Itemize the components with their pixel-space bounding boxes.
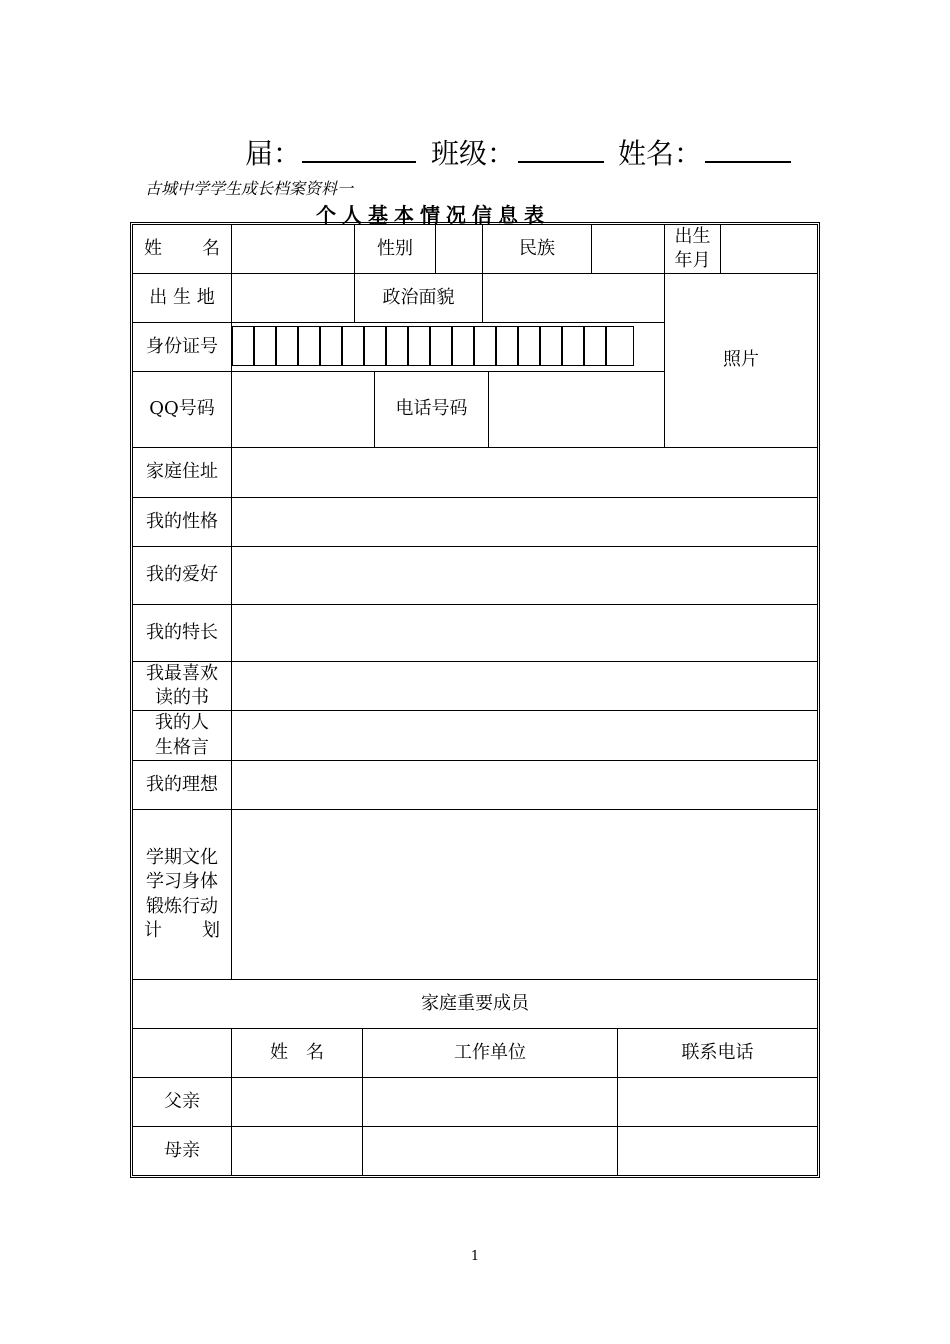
field-book[interactable] [231,661,818,711]
label-ideal: 我的理想 [132,760,232,810]
label-name-b: 名 [202,237,220,259]
father-phone-field[interactable] [617,1077,818,1127]
label-motto-line2: 生格言 [155,736,209,758]
id-digit-box[interactable] [496,326,518,366]
session-label: 届： [245,137,302,170]
label-strength: 我的特长 [132,604,232,662]
field-motto[interactable] [231,710,818,761]
photo-box[interactable]: 照片 [664,273,818,448]
id-digit-box[interactable] [474,326,496,366]
field-personality[interactable] [231,497,818,547]
id-digit-box[interactable] [518,326,540,366]
field-strength[interactable] [231,604,818,662]
label-motto-line1: 我的人 [155,712,209,734]
family-col-name: 姓 名 [231,1028,363,1078]
label-birth-line2: 年月 [674,250,711,271]
label-qq: QQ号码 [132,371,232,448]
id-digit-box[interactable] [606,326,634,366]
father-work-field[interactable] [362,1077,618,1127]
id-digit-box[interactable] [452,326,474,366]
field-political[interactable] [482,273,665,323]
id-digit-box[interactable] [276,326,298,366]
mother-work-field[interactable] [362,1126,618,1176]
field-ethnicity[interactable] [591,224,665,274]
label-name-a: 姓 [144,237,162,259]
label-political: 政治面貌 [354,273,483,323]
label-book-line2: 读的书 [155,687,209,708]
id-digit-box[interactable] [540,326,562,366]
label-motto [132,710,232,761]
label-phone: 电话号码 [374,371,489,448]
label-personality: 我的性格 [132,497,232,547]
field-phone[interactable] [488,371,665,448]
label-book-line1: 我最喜欢 [146,662,218,684]
label-plan-line3: 锻炼行动 [146,895,218,917]
label-birth-line1: 出生 [674,225,711,247]
id-digit-box[interactable] [430,326,452,366]
mother-phone-field[interactable] [617,1126,818,1176]
label-birth [664,224,721,274]
label-name [132,224,232,274]
student-name-blank[interactable] [705,161,791,163]
family-header-blank [132,1028,232,1078]
id-digit-box[interactable] [562,326,584,366]
field-address[interactable] [231,447,818,498]
label-gender: 性别 [354,224,436,274]
session-blank[interactable] [302,161,416,163]
id-digit-box[interactable] [408,326,430,366]
field-name[interactable] [231,224,355,274]
id-digit-box[interactable] [386,326,408,366]
family-col-phone: 联系电话 [617,1028,818,1078]
label-birthplace: 出 生 地 [132,273,232,323]
family-title: 家庭重要成员 [132,979,818,1029]
id-digit-box[interactable] [342,326,364,366]
field-gender[interactable] [435,224,483,274]
field-plan[interactable] [231,809,818,980]
id-digit-box[interactable] [298,326,320,366]
label-hobby: 我的爱好 [132,546,232,605]
id-digit-box[interactable] [232,326,254,366]
form-title: 个人基本情况信息表 [316,203,550,227]
label-book [132,661,232,711]
student-name-label: 姓名： [618,137,703,170]
id-digit-box[interactable] [364,326,386,366]
field-birthplace[interactable] [231,273,355,323]
label-plan-line2: 学习身体 [146,871,218,893]
field-birth[interactable] [720,224,818,274]
class-label: 班级： [431,137,516,170]
label-ethnicity: 民族 [482,224,592,274]
family-row-mother: 母亲 [132,1126,232,1176]
id-digit-box[interactable] [320,326,342,366]
label-plan-line4b: 划 [202,919,220,941]
label-plan-line4a: 计 [144,919,162,941]
mother-name-field[interactable] [231,1126,363,1176]
father-name-field[interactable] [231,1077,363,1127]
label-plan-line1: 学期文化 [146,846,218,868]
page-number: 1 [470,1249,480,1264]
archive-heading [0,128,950,172]
label-plan [132,809,232,980]
school-line: 古城中学学生成长档案资料一 [145,179,354,198]
label-id: 身份证号 [132,322,232,372]
class-blank[interactable] [518,161,604,163]
family-col-work: 工作单位 [362,1028,618,1078]
family-row-father: 父亲 [132,1077,232,1127]
label-address: 家庭住址 [132,447,232,498]
id-digit-box[interactable] [584,326,606,366]
field-ideal[interactable] [231,760,818,810]
field-hobby[interactable] [231,546,818,605]
field-qq[interactable] [231,371,375,448]
id-digit-box[interactable] [254,326,276,366]
